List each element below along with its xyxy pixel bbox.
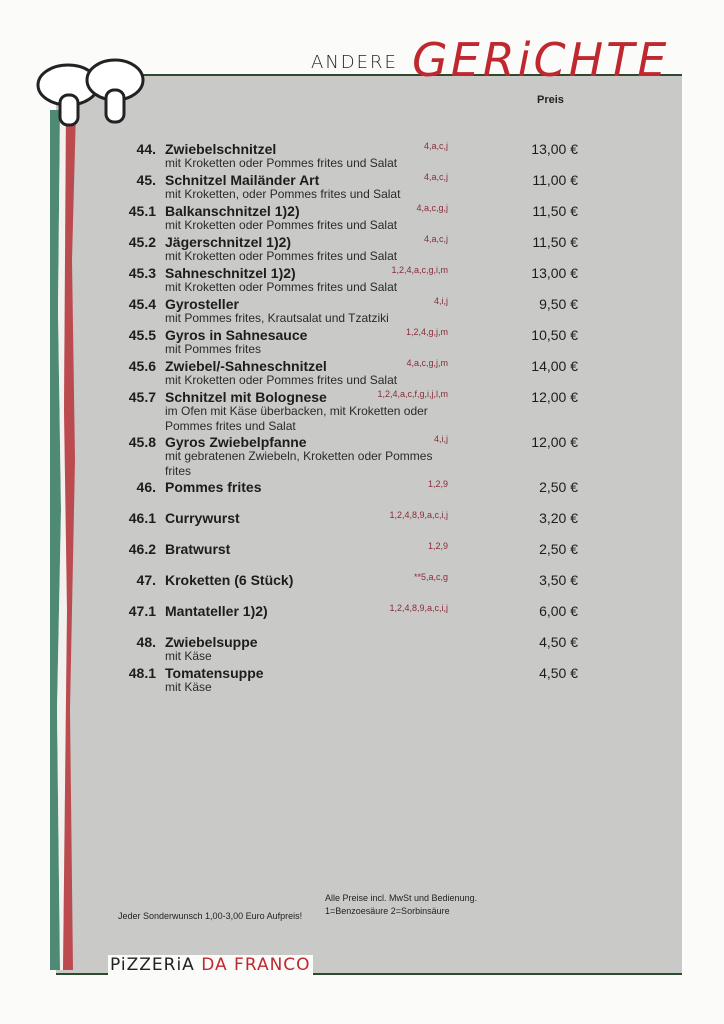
allergen-codes: 4,i,j xyxy=(433,434,448,444)
menu-item xyxy=(100,234,600,265)
item-description: mit Pommes frites, Krautsalat und Tzatziki xyxy=(165,311,389,325)
item-number: 47.1 xyxy=(128,603,156,619)
menu-item xyxy=(100,327,600,358)
item-price: 10,50 € xyxy=(531,327,578,343)
item-name: Kroketten (6 Stück) xyxy=(165,572,294,588)
item-description: mit Pommes frites xyxy=(165,342,262,356)
allergen-codes: 4,a,c,j xyxy=(423,234,448,244)
item-price: 11,50 € xyxy=(532,203,578,219)
item-description: frites xyxy=(165,464,192,478)
menu-item xyxy=(100,572,600,603)
item-price: 11,00 € xyxy=(532,172,578,188)
additives-note: 1=Benzoesäure 2=Sorbinsäure xyxy=(325,906,450,916)
item-name: Tomatensuppe xyxy=(165,665,264,681)
menu-item xyxy=(100,541,600,572)
item-price: 12,00 € xyxy=(531,434,578,450)
allergen-codes: **5,a,c,g xyxy=(413,572,448,582)
allergen-codes: 4,a,c,j xyxy=(423,141,448,151)
allergen-codes: 1,2,4,a,c,g,i,m xyxy=(391,265,448,275)
allergen-codes: 1,2,4,8,9,a,c,i,j xyxy=(389,603,448,613)
special-request-note: Jeder Sonderwunsch 1,00-3,00 Euro Aufpreis! xyxy=(118,911,303,921)
item-description: mit Kroketten oder Pommes frites und Salat xyxy=(165,218,398,232)
item-description: Pommes frites und Salat xyxy=(165,419,296,433)
title-small: ANDERE xyxy=(311,52,398,73)
page-title: GERiCHTE xyxy=(412,33,670,87)
item-description: mit Kroketten, oder Pommes frites und Salat xyxy=(165,187,401,201)
item-number: 45.6 xyxy=(128,358,156,374)
item-number: 44. xyxy=(136,141,156,157)
menu-item xyxy=(100,358,600,389)
item-name: Zwiebelsuppe xyxy=(165,634,258,650)
item-price: 2,50 € xyxy=(539,479,578,495)
price-column-header: Preis xyxy=(537,94,564,106)
item-name: Balkanschnitzel 1)2) xyxy=(165,203,300,219)
menu-item xyxy=(100,389,600,434)
menu-item xyxy=(100,141,600,172)
menu-item xyxy=(100,296,600,327)
item-price: 3,50 € xyxy=(539,572,578,588)
allergen-codes: 4,a,c,j xyxy=(423,172,448,182)
item-name: Schnitzel mit Bolognese xyxy=(165,389,327,405)
item-name: Mantateller 1)2) xyxy=(165,603,268,619)
item-description: mit Kroketten oder Pommes frites und Salat xyxy=(165,280,398,294)
item-number: 45.3 xyxy=(128,265,156,281)
item-name: Jägerschnitzel 1)2) xyxy=(165,234,292,250)
item-description: mit gebratenen Zwiebeln, Kroketten oder Pommes xyxy=(165,449,433,463)
brand-name xyxy=(108,955,313,975)
item-name: Bratwurst xyxy=(165,541,231,557)
item-name: Currywurst xyxy=(165,510,240,526)
allergen-codes: 1,2,4,a,c,f,g,i,j,l,m xyxy=(377,389,448,399)
item-price: 12,00 € xyxy=(531,389,578,405)
item-number: 45.1 xyxy=(128,203,156,219)
allergen-codes: 1,2,9 xyxy=(427,541,448,551)
item-number: 46. xyxy=(136,479,156,495)
item-price: 3,20 € xyxy=(539,510,578,526)
item-number: 45.4 xyxy=(128,296,156,312)
menu-item xyxy=(100,510,600,541)
item-name: Zwiebelschnitzel xyxy=(165,141,277,157)
item-number: 45.2 xyxy=(128,234,156,250)
item-price: 13,00 € xyxy=(531,265,578,281)
item-price: 11,50 € xyxy=(532,234,578,250)
item-number: 48.1 xyxy=(128,665,156,681)
allergen-codes: 4,a,c,g,j,m xyxy=(406,358,448,368)
item-description: mit Käse xyxy=(165,680,212,694)
item-description: im Ofen mit Käse überbacken, mit Kroketten oder xyxy=(165,404,428,418)
menu-item xyxy=(100,634,600,665)
item-description: mit Kroketten oder Pommes frites und Salat xyxy=(165,373,398,387)
item-name: Pommes frites xyxy=(165,479,262,495)
menu-item xyxy=(100,434,600,479)
allergen-codes: 4,i,j xyxy=(433,296,448,306)
menu-item xyxy=(100,172,600,203)
italian-flag-stripe xyxy=(50,110,80,970)
menu-item xyxy=(100,603,600,634)
item-number: 45.7 xyxy=(128,389,156,405)
item-number: 48. xyxy=(136,634,156,650)
item-price: 2,50 € xyxy=(539,541,578,557)
menu-item xyxy=(100,265,600,296)
item-price: 4,50 € xyxy=(539,634,578,650)
allergen-codes: 1,2,9 xyxy=(427,479,448,489)
item-number: 45.5 xyxy=(128,327,156,343)
allergen-codes: 4,a,c,g,j xyxy=(416,203,448,213)
item-price: 6,00 € xyxy=(539,603,578,619)
item-price: 14,00 € xyxy=(531,358,578,374)
brand-part-1: PiZZERiA xyxy=(110,955,195,975)
menu-item xyxy=(100,479,600,510)
item-number: 47. xyxy=(136,572,156,588)
item-name: Sahneschnitzel 1)2) xyxy=(165,265,296,281)
item-description: mit Käse xyxy=(165,649,212,663)
item-description: mit Kroketten oder Pommes frites und Salat xyxy=(165,249,398,263)
item-number: 46.2 xyxy=(128,541,156,557)
item-description: mit Kroketten oder Pommes frites und Salat xyxy=(165,156,398,170)
allergen-codes: 1,2,4,8,9,a,c,i,j xyxy=(389,510,448,520)
menu-item xyxy=(100,665,600,696)
item-name: Gyrosteller xyxy=(165,296,239,312)
item-price: 4,50 € xyxy=(539,665,578,681)
item-number: 45.8 xyxy=(128,434,156,450)
item-price: 9,50 € xyxy=(539,296,578,312)
item-number: 46.1 xyxy=(128,510,156,526)
allergen-codes: 1,2,4,g,j,m xyxy=(405,327,448,337)
menu-list xyxy=(100,141,600,696)
menu-item xyxy=(100,203,600,234)
item-name: Gyros in Sahnesauce xyxy=(165,327,308,343)
mushroom-logo-icon xyxy=(30,50,150,135)
item-number: 45. xyxy=(136,172,156,188)
item-name: Schnitzel Mailänder Art xyxy=(165,172,320,188)
prices-note: Alle Preise incl. MwSt und Bedienung. xyxy=(325,893,478,903)
item-name: Gyros Zwiebelpfanne xyxy=(165,434,307,450)
item-price: 13,00 € xyxy=(531,141,578,157)
brand-part-2: DA FRANCO xyxy=(201,955,311,975)
item-name: Zwiebel/-Sahneschnitzel xyxy=(165,358,327,374)
